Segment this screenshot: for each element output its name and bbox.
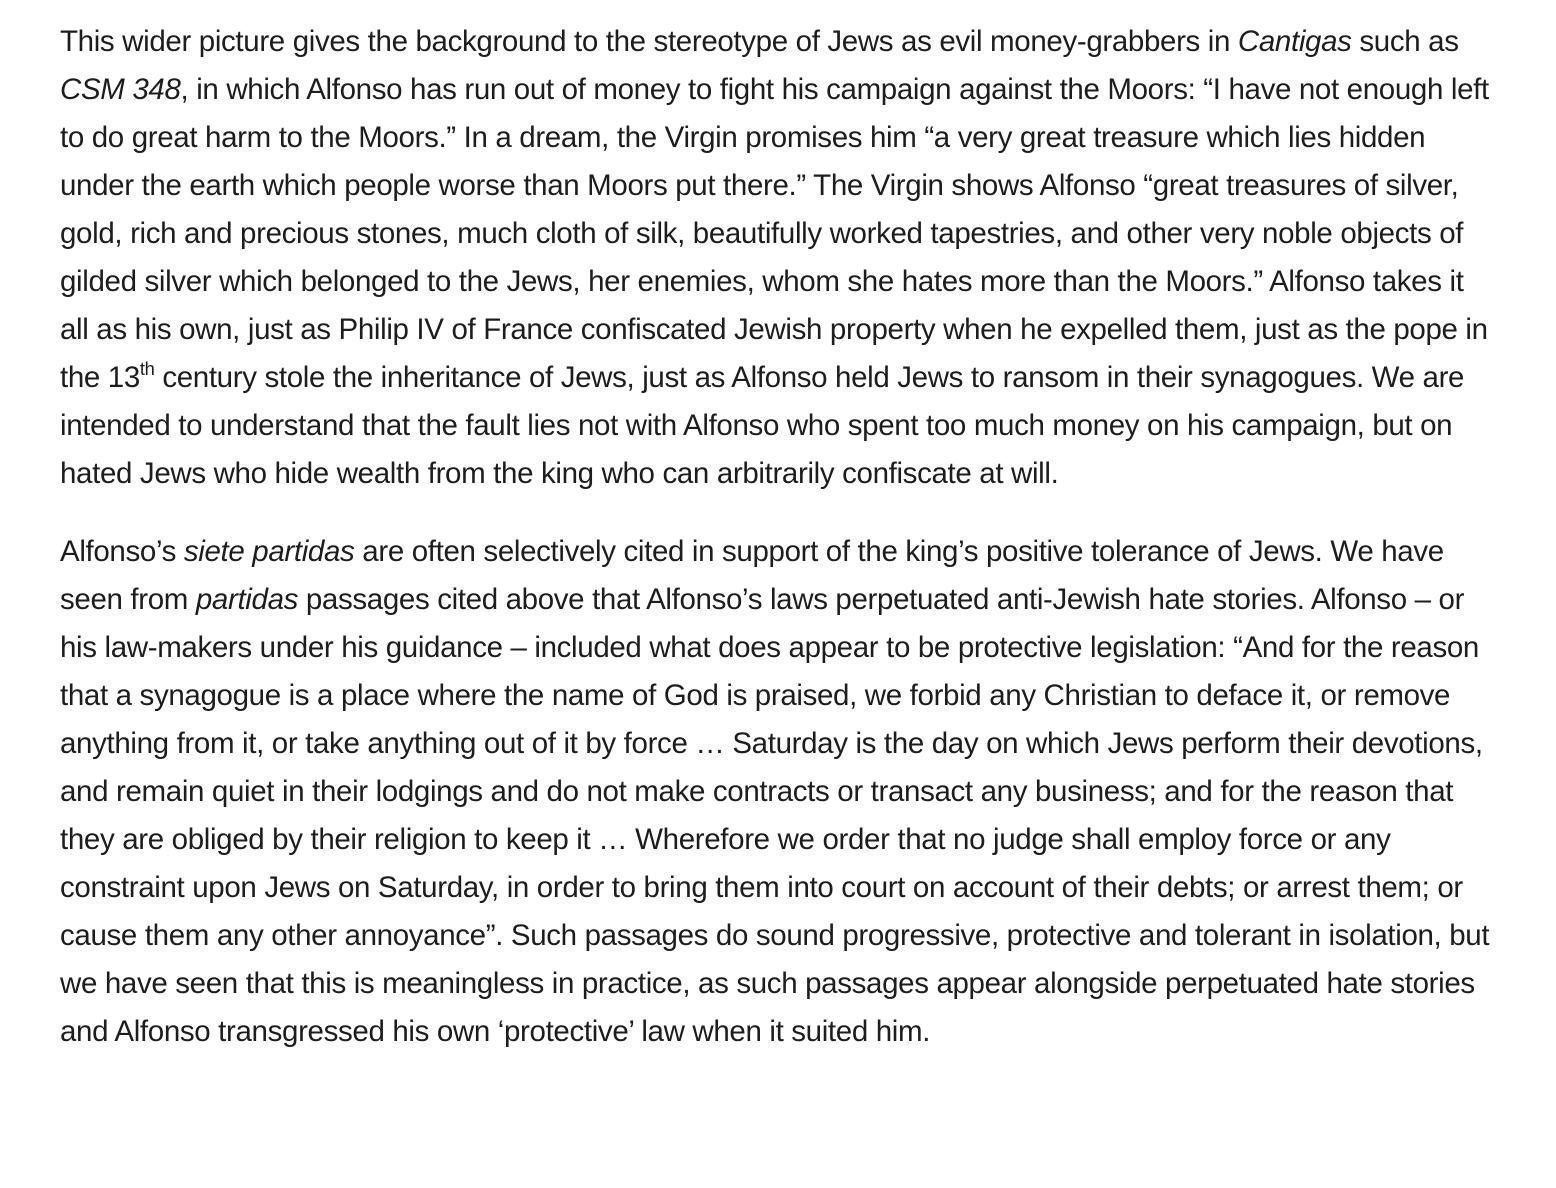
paragraph-siete-partidas <box>60 528 1496 1056</box>
text-run: This wider picture gives the background to the stereotype of Jews as evil money-grabbers in <box>60 25 1238 58</box>
text-run: are often selectively cited in support of the king’s positive tolerance of Jews. We have seen from <box>60 535 1444 616</box>
italic-term-partidas: partidas <box>195 583 299 616</box>
italic-title-csm-348: CSM 348 <box>60 73 181 106</box>
text-run: passages cited above that Alfonso’s laws perpetuated anti-Jewish hate stories. Alfonso – or his law-makers under his guidance – included what does appear to be protective legislation: “And for the reason that a synagogue is a place where the name of God is praised, we forbid any Christian to deface it, or remove anything from it, or take anything out of it by force … Saturday is the day on which Jews perform their devotions, and remain quiet in their lodgings and do not make contracts or transact any business; and for the reason that they are obliged by their religion to keep it … Wherefore we order that no judge shall employ force or any constraint upon Jews on Saturday, in order to bring them into court on account of their debts; or arrest them; or cause them any other annoyance”. Such passages do sound progressive, protective and tolerant in isolation, but we have seen that this is meaningless in practice, as such passages appear alongside perpetuated hate stories and Alfonso transgressed his own ‘protective’ law when it suited him. <box>60 583 1490 1048</box>
text-run: , in which Alfonso has run out of money to fight his campaign against the Moors: “I have not enough left to do great harm to the Moors.” In a dream, the Virgin promises him “a very great treasure which lies hidden under the earth which people worse than Moors put there.” The Virgin shows Alfonso “great treasures of silver, gold, rich and precious stones, much cloth of silk, beautifully worked tapestries, and other very noble objects of gilded silver which belonged to the Jews, her enemies, whom she hates more than the Moors.” Alfonso takes it all as his own, just as Philip IV of France confiscated Jewish property when he expelled them, just as the pope in the 13 <box>60 73 1489 394</box>
italic-title-cantigas: Cantigas <box>1237 25 1352 58</box>
text-run: such as <box>1351 25 1459 58</box>
text-run: Alfonso’s <box>60 535 184 568</box>
ordinal-superscript: th <box>139 358 155 380</box>
article-body <box>60 18 1496 1086</box>
paragraph-cantigas <box>60 18 1496 498</box>
text-run: century stole the inheritance of Jews, just as Alfonso held Jews to ransom in their synagogues. We are intended to understand that the fault lies not with Alfonso who spent too much money on his campaign, but on hated Jews who hide wealth from the king who can arbitrarily confiscate at will. <box>60 361 1465 490</box>
italic-term-siete-partidas: siete partidas <box>183 535 355 568</box>
